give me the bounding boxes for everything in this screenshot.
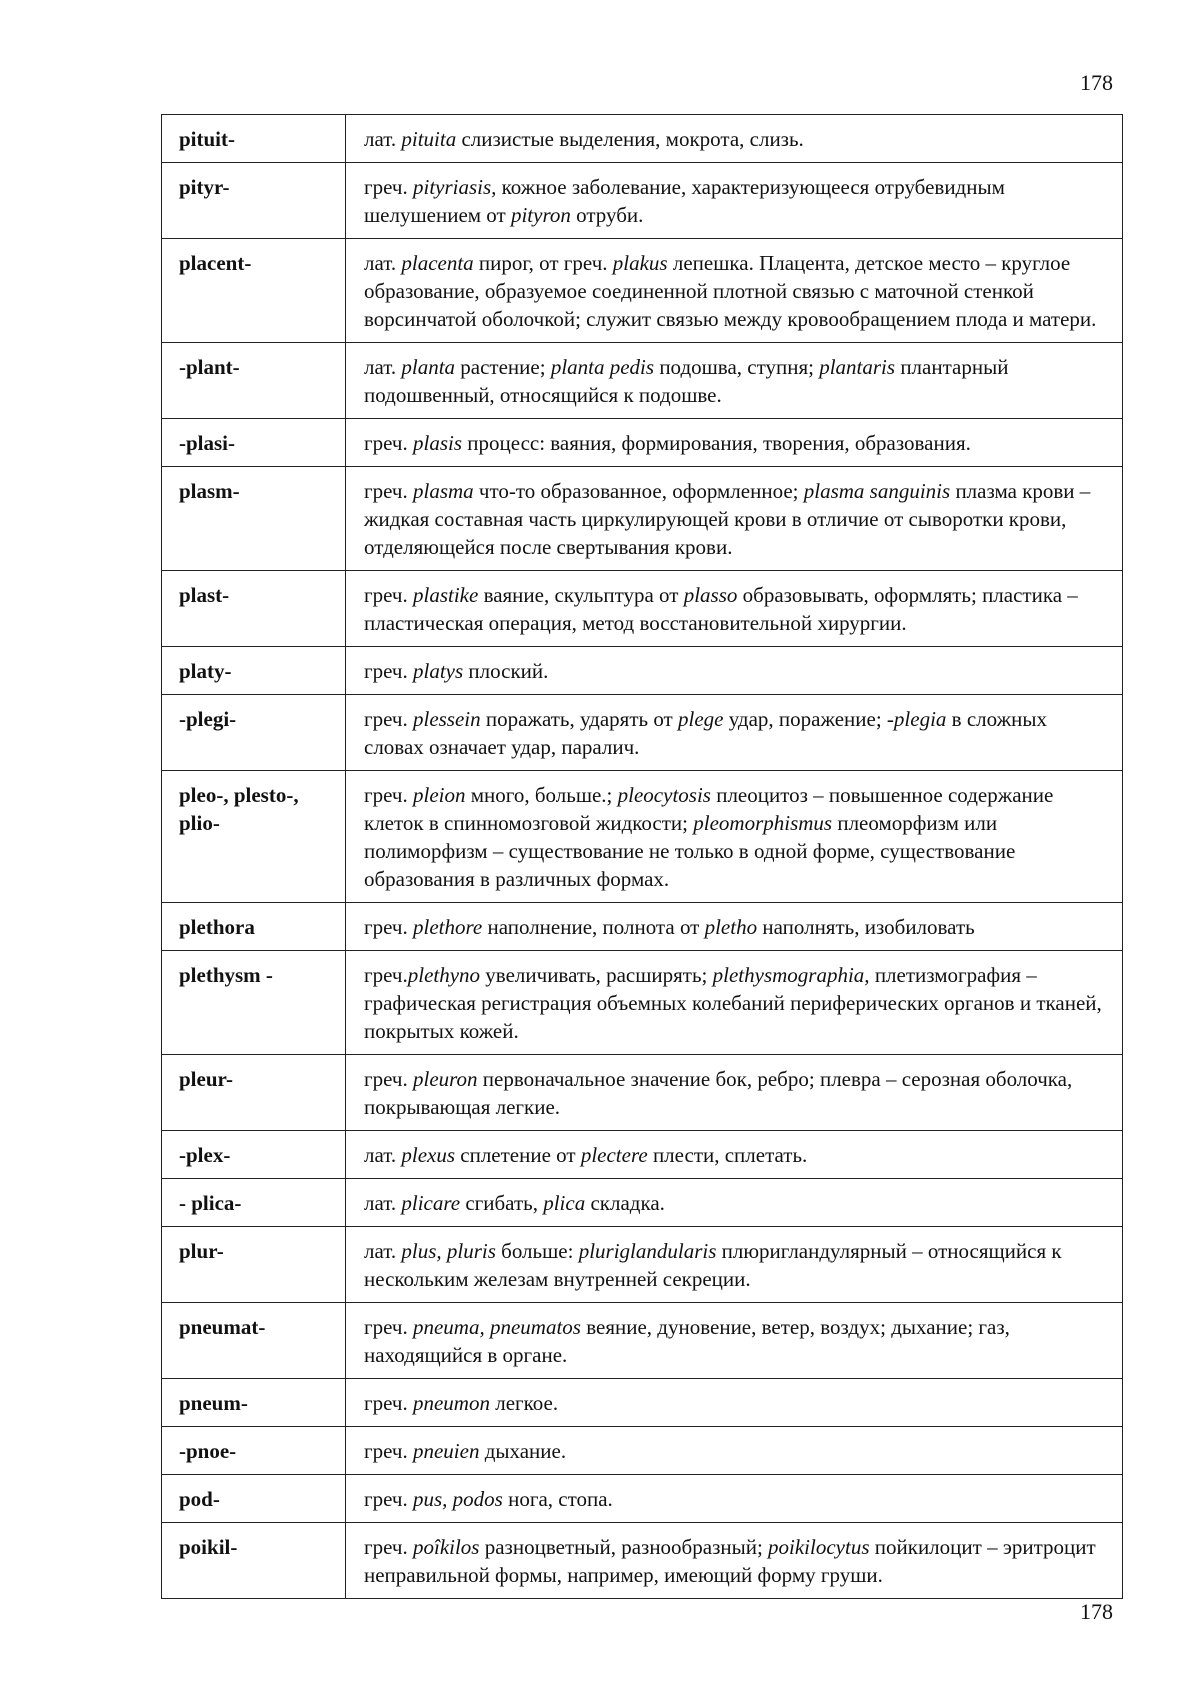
- definition-term-italic: pneumon: [412, 1391, 490, 1415]
- term-cell: -pnoe-: [162, 1427, 346, 1475]
- definition-text: нога, стопа.: [502, 1487, 613, 1511]
- definition-term-italic: plexus: [401, 1143, 456, 1167]
- term-cell: plast-: [162, 571, 346, 647]
- term-cell: plethysm -: [162, 951, 346, 1055]
- definition-cell: [346, 771, 1123, 903]
- table-row: [162, 419, 1123, 467]
- table-row: [162, 1055, 1123, 1131]
- definition-text: наполнять, изобиловать: [757, 915, 975, 939]
- term-cell: -plegi-: [162, 695, 346, 771]
- definition-term-italic: pleocytosis: [617, 783, 711, 807]
- definition-term-italic: plethore: [412, 915, 483, 939]
- definition-term-italic: plege: [678, 707, 724, 731]
- definition-text: греч.: [364, 431, 413, 455]
- term-cell: platy-: [162, 647, 346, 695]
- definition-text: греч.: [364, 1487, 413, 1511]
- term-cell: plasm-: [162, 467, 346, 571]
- definition-term-italic: plastike: [412, 583, 479, 607]
- definition-text: греч.: [364, 1067, 413, 1091]
- definition-text: наполнение, полнота от: [482, 915, 705, 939]
- definition-text: ваяние, скульптура от: [478, 583, 684, 607]
- definition-text: греч.: [364, 783, 413, 807]
- term-cell: -plex-: [162, 1131, 346, 1179]
- definition-term-italic: poîkilos: [412, 1535, 480, 1559]
- definition-cell: [346, 163, 1123, 239]
- definition-text: пирог, от греч.: [473, 251, 613, 275]
- definition-text: что-то образованное, оформленное;: [473, 479, 804, 503]
- definition-text: лат.: [364, 1143, 402, 1167]
- term-cell: pityr-: [162, 163, 346, 239]
- definition-text: плазма крови – жидкая составная часть циркулирующей крови в отличие от сыворотки крови, отделяющейся после свертывания крови.: [364, 479, 1091, 559]
- definition-term-italic: pityriasis,: [412, 175, 497, 199]
- definition-text: легкое.: [489, 1391, 559, 1415]
- definition-text: лат.: [364, 251, 402, 275]
- definition-cell: [346, 695, 1123, 771]
- definition-cell: [346, 1523, 1123, 1599]
- term-cell: pneumat-: [162, 1303, 346, 1379]
- definition-term-italic: plica: [543, 1191, 586, 1215]
- definition-cell: [346, 951, 1123, 1055]
- definition-term-italic: pneuien: [412, 1439, 480, 1463]
- definition-term-italic: plasma sanguinis: [803, 479, 951, 503]
- definition-cell: [346, 239, 1123, 343]
- definition-text: увеличивать, расширять;: [480, 963, 713, 987]
- definition-term-italic: pituita: [401, 127, 457, 151]
- definition-term-italic: plus, pluris: [401, 1239, 496, 1263]
- table-row: [162, 903, 1123, 951]
- definition-text: пойкилоцит – эритроцит неправильной формы, например, имеющий форму груши.: [364, 1535, 1096, 1587]
- definition-term-italic: poikilocytus: [768, 1535, 870, 1559]
- table-row: [162, 647, 1123, 695]
- definition-cell: [346, 903, 1123, 951]
- definition-cell: [346, 647, 1123, 695]
- definition-text: первоначальное значение бок, ребро; плевра – серозная оболочка, покрывающая легкие.: [364, 1067, 1073, 1119]
- definition-text: плюригландулярный – относящийся к нескольким железам внутренней секреции.: [364, 1239, 1062, 1291]
- definition-text: складка.: [585, 1191, 665, 1215]
- definition-text: плоский.: [463, 659, 549, 683]
- definition-text: греч.: [364, 1535, 413, 1559]
- definition-text: поражать, ударять от: [480, 707, 678, 731]
- definition-text: сгибать,: [460, 1191, 544, 1215]
- definition-text: плантарный подошвенный, относящийся к подошве.: [364, 355, 1009, 407]
- table-row: [162, 467, 1123, 571]
- definition-text: веяние, дуновение, ветер, воздух; дыхание; газ, находящийся в органе.: [364, 1315, 1010, 1367]
- definition-text: плести, сплетать.: [647, 1143, 808, 1167]
- definition-text: отруби.: [570, 203, 644, 227]
- definition-text: греч.: [364, 1439, 413, 1463]
- table-row: [162, 239, 1123, 343]
- definition-text: лат.: [364, 1191, 402, 1215]
- table-row: [162, 951, 1123, 1055]
- table-row: [162, 1379, 1123, 1427]
- definition-term-italic: plessein: [412, 707, 481, 731]
- table-row: [162, 1131, 1123, 1179]
- term-cell: poikil-: [162, 1523, 346, 1599]
- definition-text: образовывать, оформлять; пластика – пластическая операция, метод восстановительной хирургии.: [364, 583, 1078, 635]
- term-cell: -plasi-: [162, 419, 346, 467]
- definition-text: лат.: [364, 127, 402, 151]
- definition-term-italic: pneuma, pneumatos: [412, 1315, 581, 1339]
- definition-cell: [346, 1303, 1123, 1379]
- definition-cell: [346, 1427, 1123, 1475]
- table-row: [162, 1523, 1123, 1599]
- definition-term-italic: pityron: [510, 203, 571, 227]
- table-row: [162, 1475, 1123, 1523]
- term-cell: -plant-: [162, 343, 346, 419]
- definition-term-italic: plethysmographia,: [712, 963, 870, 987]
- table-row: [162, 695, 1123, 771]
- definition-text: греч.: [364, 583, 413, 607]
- table-row: [162, 343, 1123, 419]
- definition-cell: [346, 1055, 1123, 1131]
- table-row: [162, 771, 1123, 903]
- definition-cell: [346, 419, 1123, 467]
- definition-term-italic: plicare: [401, 1191, 461, 1215]
- definition-text: слизистые выделения, мокрота, слизь.: [456, 127, 804, 151]
- definition-text: греч.: [364, 175, 413, 199]
- table-row: [162, 163, 1123, 239]
- definition-text: разноцветный, разнообразный;: [479, 1535, 769, 1559]
- definition-term-italic: pus, podos: [412, 1487, 503, 1511]
- term-cell: pod-: [162, 1475, 346, 1523]
- definition-text: дыхание.: [479, 1439, 567, 1463]
- definition-term-italic: -plegia: [886, 707, 947, 731]
- definition-text: подошва, ступня;: [654, 355, 820, 379]
- definition-term-italic: plasis: [412, 431, 462, 455]
- term-cell: - plica-: [162, 1179, 346, 1227]
- definition-text: кожное заболевание, характеризующееся отрубевидным шелушением от: [364, 175, 1005, 227]
- definition-text: процесс: ваяния, формирования, творения, образования.: [462, 431, 971, 455]
- glossary-table: [161, 114, 1123, 1599]
- definition-term-italic: plasso: [683, 583, 738, 607]
- definition-term-italic: pleion: [412, 783, 466, 807]
- definition-text: греч.: [364, 707, 413, 731]
- definition-text: растение;: [455, 355, 551, 379]
- definition-text: греч.: [364, 1391, 413, 1415]
- definition-text: много, больше.;: [465, 783, 618, 807]
- definition-term-italic: pleomorphismus: [693, 811, 833, 835]
- definition-term-italic: pluriglandularis: [578, 1239, 717, 1263]
- definition-term-italic: platys: [412, 659, 464, 683]
- definition-text: греч.: [364, 963, 408, 987]
- definition-text: лат.: [364, 355, 402, 379]
- table-row: [162, 1227, 1123, 1303]
- definition-text: плетизмография – графическая регистрация объемных колебаний периферических органов и тканей, покрытых кожей.: [364, 963, 1102, 1043]
- definition-text: греч.: [364, 915, 413, 939]
- term-cell: pleur-: [162, 1055, 346, 1131]
- definition-text: лат.: [364, 1239, 402, 1263]
- page-number-bottom: 178: [1080, 1599, 1113, 1624]
- definition-cell: [346, 1227, 1123, 1303]
- definition-term-italic: planta: [401, 355, 456, 379]
- definition-term-italic: pleuron: [412, 1067, 478, 1091]
- definition-cell: [346, 1475, 1123, 1523]
- definition-text: сплетение от: [455, 1143, 581, 1167]
- definition-text: больше:: [495, 1239, 579, 1263]
- definition-cell: [346, 115, 1123, 163]
- term-cell: pneum-: [162, 1379, 346, 1427]
- definition-text: плеоцитоз – повышенное содержание клеток в спинномозговой жидкости;: [364, 783, 1054, 835]
- definition-term-italic: plakus: [612, 251, 668, 275]
- definition-cell: [346, 1131, 1123, 1179]
- definition-text: плеоморфизм или полиморфизм – существование не только в одной форме, существование образования в различных формах.: [364, 811, 1016, 891]
- definition-text: в сложных словах означает удар, паралич.: [364, 707, 1047, 759]
- term-cell: pleo-, plesto-, plio-: [162, 771, 346, 903]
- term-cell: placent-: [162, 239, 346, 343]
- term-cell: pituit-: [162, 115, 346, 163]
- definition-term-italic: plantaris: [819, 355, 896, 379]
- definition-term-italic: pletho: [704, 915, 758, 939]
- table-row: [162, 1179, 1123, 1227]
- table-row: [162, 115, 1123, 163]
- definition-term-italic: plethyno: [407, 963, 481, 987]
- definition-text: удар, поражение;: [723, 707, 887, 731]
- table-row: [162, 1303, 1123, 1379]
- definition-text: греч.: [364, 1315, 413, 1339]
- definition-cell: [346, 467, 1123, 571]
- definition-term-italic: placenta: [401, 251, 474, 275]
- table-row: [162, 571, 1123, 647]
- definition-term-italic: plectere: [580, 1143, 648, 1167]
- definition-text: греч.: [364, 659, 413, 683]
- term-cell: plethora: [162, 903, 346, 951]
- definition-cell: [346, 571, 1123, 647]
- page-number-top: 178: [1080, 70, 1113, 95]
- definition-text: лепешка. Плацента, детское место – круглое образование, образуемое соединенной плотной связью с маточной стенкой ворсинчатой оболочкой; служит связью между кровообращением плода и матери.: [364, 251, 1097, 331]
- definition-cell: [346, 1179, 1123, 1227]
- glossary-body: [162, 115, 1123, 1599]
- definition-cell: [346, 1379, 1123, 1427]
- definition-term-italic: plasma: [412, 479, 474, 503]
- definition-cell: [346, 343, 1123, 419]
- definition-text: греч.: [364, 479, 413, 503]
- table-row: [162, 1427, 1123, 1475]
- definition-term-italic: planta pedis: [550, 355, 655, 379]
- term-cell: plur-: [162, 1227, 346, 1303]
